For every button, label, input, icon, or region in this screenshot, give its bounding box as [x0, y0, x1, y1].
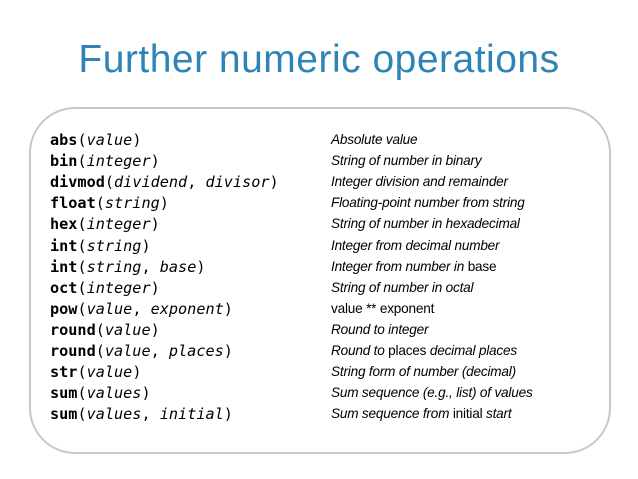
- description-part: start: [482, 406, 512, 422]
- function-description: [331, 364, 516, 379]
- parameter: dividend: [114, 173, 188, 192]
- function-name: divmod: [50, 173, 105, 192]
- function-signature: [50, 279, 160, 297]
- open-paren: (: [77, 236, 87, 255]
- open-paren: (: [77, 384, 87, 403]
- function-description: [331, 174, 508, 189]
- description-part: Floating-point number from string: [331, 195, 525, 211]
- separator: ,: [150, 342, 169, 360]
- open-paren: (: [77, 152, 87, 171]
- function-signature: [50, 237, 151, 255]
- close-paren: ): [150, 215, 160, 234]
- function-signature: [50, 405, 233, 423]
- parameter: values: [86, 405, 142, 424]
- function-row: [50, 279, 620, 300]
- open-paren: (: [77, 363, 87, 382]
- separator: ,: [187, 173, 206, 192]
- function-description: [331, 301, 434, 316]
- function-signature: [50, 300, 233, 318]
- parameter: exponent: [150, 299, 224, 318]
- separator: ,: [132, 299, 151, 318]
- function-description: [331, 153, 481, 168]
- function-name: float: [50, 194, 96, 213]
- close-paren: ): [150, 278, 160, 297]
- function-row: [50, 215, 620, 236]
- function-row: [50, 363, 620, 384]
- function-description: [331, 385, 533, 400]
- function-name: hex: [50, 215, 78, 234]
- close-paren: ): [150, 320, 160, 339]
- open-paren: (: [77, 278, 87, 297]
- function-name: int: [50, 257, 78, 276]
- parameter: initial: [159, 405, 224, 424]
- parameter: value: [104, 342, 151, 360]
- parameter: integer: [86, 278, 151, 297]
- description-part: base: [467, 258, 497, 274]
- function-description: [331, 238, 499, 253]
- open-paren: (: [104, 173, 115, 192]
- parameter: string: [86, 257, 142, 276]
- close-paren: ): [159, 194, 169, 213]
- function-description: [331, 406, 511, 421]
- parameter: value: [86, 299, 133, 318]
- description-part: Absolute value: [331, 132, 418, 147]
- slide-title: Further numeric operations: [78, 38, 560, 81]
- parameter: integer: [86, 215, 151, 234]
- parameter: places: [168, 342, 224, 360]
- function-signature: [50, 131, 141, 149]
- description-part: Round to integer: [331, 321, 429, 337]
- parameter: value: [86, 131, 133, 149]
- function-signature: [50, 215, 160, 233]
- function-row: [50, 405, 620, 426]
- function-name: oct: [50, 278, 78, 297]
- description-part: Integer division and remainder: [331, 174, 508, 190]
- function-row: [50, 194, 620, 215]
- function-name: int: [50, 236, 78, 255]
- separator: ,: [141, 405, 160, 424]
- function-row: [50, 237, 620, 258]
- function-signature: [50, 173, 279, 191]
- open-paren: (: [77, 405, 87, 424]
- parameter: integer: [86, 152, 151, 171]
- description-part: String of number in octal: [331, 279, 474, 295]
- open-paren: (: [95, 320, 105, 339]
- parameter: string: [104, 194, 160, 213]
- function-row: [50, 258, 620, 279]
- function-signature: [50, 194, 169, 212]
- function-signature: [50, 342, 233, 360]
- function-description: [331, 132, 417, 147]
- close-paren: ): [223, 405, 233, 424]
- description-part: Round to: [331, 343, 389, 358]
- close-paren: ): [141, 384, 151, 403]
- open-paren: (: [95, 194, 105, 213]
- function-row: [50, 342, 620, 363]
- function-description: [331, 322, 428, 337]
- function-signature: [50, 363, 141, 381]
- function-name: abs: [50, 131, 78, 149]
- open-paren: (: [77, 131, 87, 149]
- function-description: [331, 259, 496, 274]
- close-paren: ): [141, 236, 151, 255]
- description-part: decimal places: [426, 343, 517, 358]
- function-row: [50, 173, 620, 194]
- function-row: [50, 321, 620, 342]
- description-part: Sum sequence from: [331, 406, 453, 422]
- description-part: places: [388, 343, 427, 358]
- function-description: [331, 216, 520, 231]
- description-part: Integer from decimal number: [331, 237, 500, 253]
- description-part: Sum sequence (e.g., list) of values: [331, 385, 533, 401]
- function-description: [331, 195, 525, 210]
- close-paren: ): [223, 299, 233, 318]
- open-paren: (: [77, 299, 87, 318]
- description-part: String of number in binary: [331, 153, 482, 169]
- function-name: sum: [50, 405, 78, 424]
- description-part: String of number in hexadecimal: [331, 216, 520, 232]
- function-name: sum: [50, 384, 78, 403]
- description-part: value ** exponent: [331, 300, 435, 316]
- parameter: string: [86, 236, 142, 255]
- parameter: divisor: [205, 173, 270, 192]
- function-description: [331, 343, 517, 358]
- parameter: value: [86, 363, 133, 382]
- function-row: [50, 384, 620, 405]
- open-paren: (: [95, 342, 105, 360]
- close-paren: ): [269, 173, 279, 192]
- close-paren: ): [150, 152, 160, 171]
- function-name: pow: [50, 299, 78, 318]
- function-name: round: [50, 320, 96, 339]
- function-row: [50, 152, 620, 173]
- close-paren: ): [132, 131, 142, 149]
- parameter: values: [86, 384, 142, 403]
- function-signature: [50, 258, 206, 276]
- function-name: round: [50, 342, 96, 360]
- description-part: String form of number (decimal): [331, 364, 516, 380]
- description-part: Integer from number in: [331, 258, 468, 274]
- function-name: str: [50, 363, 78, 382]
- parameter: value: [104, 320, 151, 339]
- close-paren: ): [223, 342, 233, 360]
- close-paren: ): [196, 257, 206, 276]
- open-paren: (: [77, 257, 87, 276]
- open-paren: (: [77, 215, 87, 234]
- function-row: [50, 300, 620, 321]
- function-signature: [50, 384, 151, 402]
- function-description: [331, 280, 473, 295]
- separator: ,: [141, 257, 160, 276]
- function-signature: [50, 321, 160, 339]
- description-part: initial: [452, 406, 483, 422]
- close-paren: ): [132, 363, 142, 382]
- function-signature: [50, 152, 160, 170]
- parameter: base: [159, 257, 197, 276]
- function-name: bin: [50, 152, 78, 171]
- function-row: [50, 131, 620, 152]
